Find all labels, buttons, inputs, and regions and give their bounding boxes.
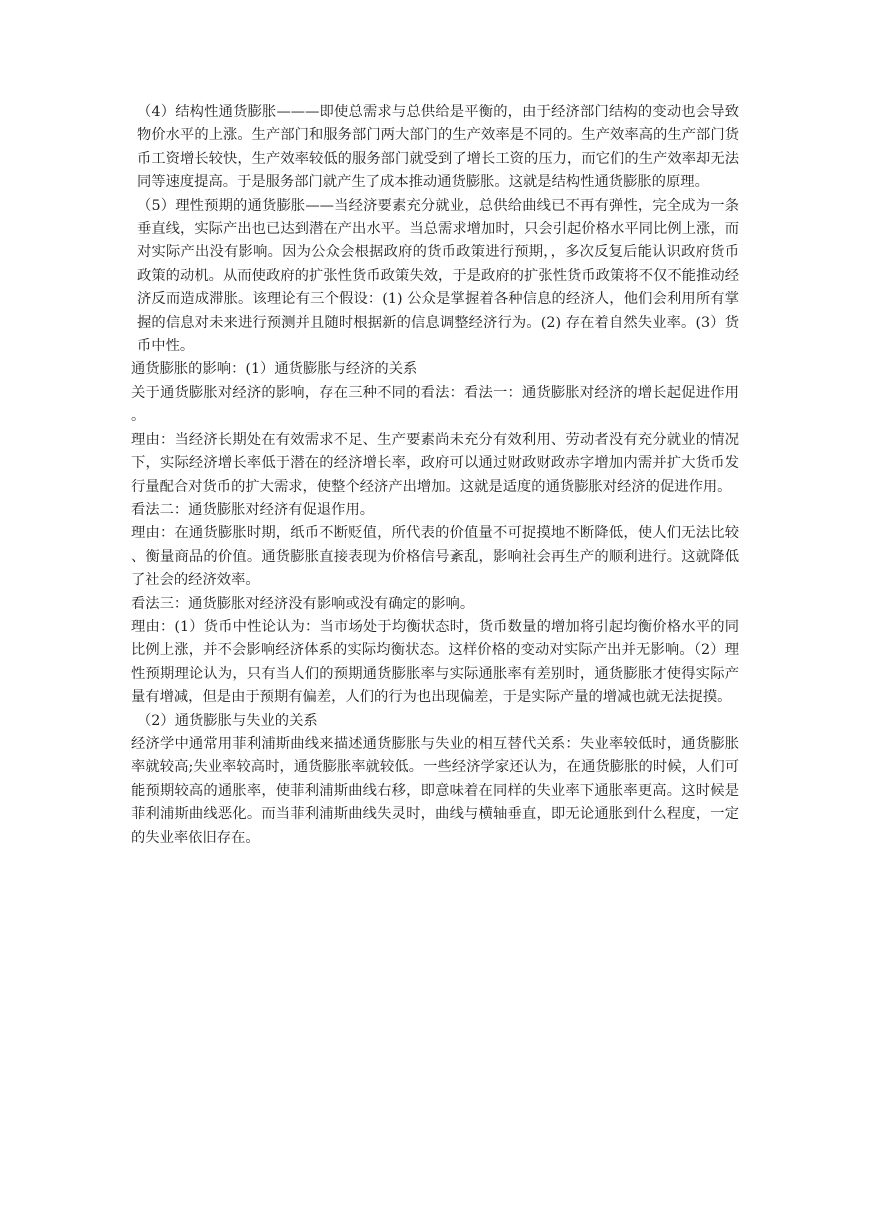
heading-inflation-effects: 通货膨胀的影响：(1）通货膨胀与经济的关系 xyxy=(131,361,418,378)
paragraph-structural-inflation: （4）结构性通货膨胀———即使总需求与总供给是平衡的，由于经济部门结构的变动也会导致物价水平的上涨。生产部门和服务部门两大部门的生产效率是不同的。生产效率高的生产部门货币工资增长较快，生产效率较低的服务部门就受到了增长工资的压力，而它们的生产效率却无法同等速度提高。于是服务部门就产生了成本推动通货膨胀。这就是结构性通货膨胀的原理。 xyxy=(137,104,739,191)
paragraph-phillips-curve: 经济学中通常用菲利浦斯曲线来描述通货膨胀与失业的相互替代关系：失业率较低时，通货膨胀率就较高;失业率较高时，通货膨胀率就较低。一些经济学家还认为，在通货膨胀的时候，人们可能预期较高的通胀率，使菲利浦斯曲线右移，即意味着在同样的失业率下通胀率更高。这时候是菲利浦斯曲线恶化。而当菲利浦斯曲线失灵时，曲线与横轴垂直，即无论通胀到什么程度，一定的失业率依旧存在。 xyxy=(131,735,739,846)
paragraph-view-three: 看法三：通货膨胀对经济没有影响或没有确定的影响。 xyxy=(131,595,475,612)
paragraph-rational-expectations-inflation: （5）理性预期的通货膨胀——当经济要素充分就业，总供给曲线已不再有弹性，完全成为一条垂直线，实际产出也已达到潜在产出水平。当总需求增加时，只会引起价格水平同比例上涨，而对实际产出没有影响。因为公众会根据政府的货币政策进行预期，，多次反复后能认识政府货币政策的动机。从而使政府的扩张性货币政策失效，于是政府的扩张性货币政策将不仅不能推动经济反而造成滞胀。该理论有三个假设：(1) 公众是掌握着各种信息的经济人，他们会利用所有掌握的信息对未来进行预测并且随时根据新的信息调整经济行为。(2) 存在着自然失业率。(3）货币中性。 xyxy=(137,197,739,355)
heading-inflation-unemployment: （2）通货膨胀与失业的关系 xyxy=(137,712,318,729)
paragraph-view-one-reason: 理由：当经济长期处在有效需求不足、生产要素尚未充分有效利用、劳动者没有充分就业的情况下，实际经济增长率低于潜在的经济增长率，政府可以通过财政财政赤字增加内需并扩大货币发行量配合对货币的扩大需求，使整个经济产出增加。这就是适度的通货膨胀对经济的促进作用。 xyxy=(131,431,739,495)
paragraph-view-two-reason: 理由：在通货膨胀时期，纸币不断贬值，所代表的价值量不可捉摸地不断降低，使人们无法比较、衡量商品的价值。通货膨胀直接表现为价格信号紊乱，影响社会再生产的顺利进行。这就降低了社会的经济效率。 xyxy=(131,525,739,589)
paragraph-view-three-reason: 理由：(1）货币中性论认为：当市场处于均衡状态时，货币数量的增加将引起均衡价格水平的同比例上涨，并不会影响经济体系的实际均衡状态。这样价格的变动对实际产出并无影响。（2）理性预期理论认为，只有当人们的预期通货膨胀率与实际通胀率有差别时，通货膨胀才使得实际产量有增减，但是由于预期有偏差，人们的行为也出现偏差，于是实际产量的增减也就无法捉摸。 xyxy=(131,618,739,706)
paragraph-view-two: 看法二：通货膨胀对经济有促退作用。 xyxy=(131,501,375,518)
document-body xyxy=(131,101,739,850)
paragraph-three-views-intro: 关于通货膨胀对经济的影响，存在三种不同的看法：看法一：通货膨胀对经济的增长起促进作用。 xyxy=(131,384,739,425)
